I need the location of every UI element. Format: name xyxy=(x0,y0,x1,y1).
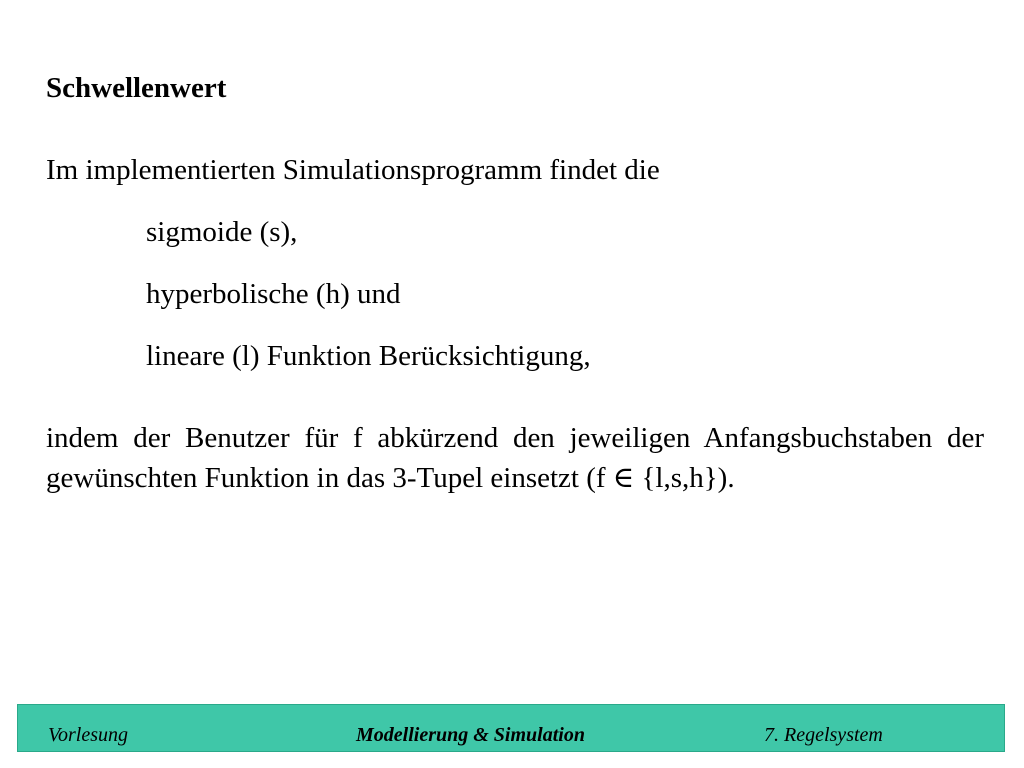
slide-title: Schwellenwert xyxy=(46,72,227,104)
intro-text: Im implementierten Simulationsprogramm findet die xyxy=(46,154,660,186)
footer-bar xyxy=(17,704,1005,752)
explanation-paragraph: indem der Benutzer für f abkürzend den jeweiligen Anfangsbuchstaben der gewünschten Funktion in das 3-Tupel einsetzt (f ∈ {l,s,h}). xyxy=(46,422,984,494)
footer-course-title: Modellierung & Simulation xyxy=(356,724,585,746)
footer-chapter-label: 7. Regelsystem xyxy=(764,724,883,746)
list-item-linear: lineare (l) Funktion Berücksichtigung, xyxy=(146,340,591,372)
footer-lecture-label: Vorlesung xyxy=(48,724,128,746)
list-item-sigmoid: sigmoide (s), xyxy=(146,216,298,248)
function-list xyxy=(146,214,591,400)
list-item-hyperbolic: hyperbolische (h) und xyxy=(146,278,401,310)
